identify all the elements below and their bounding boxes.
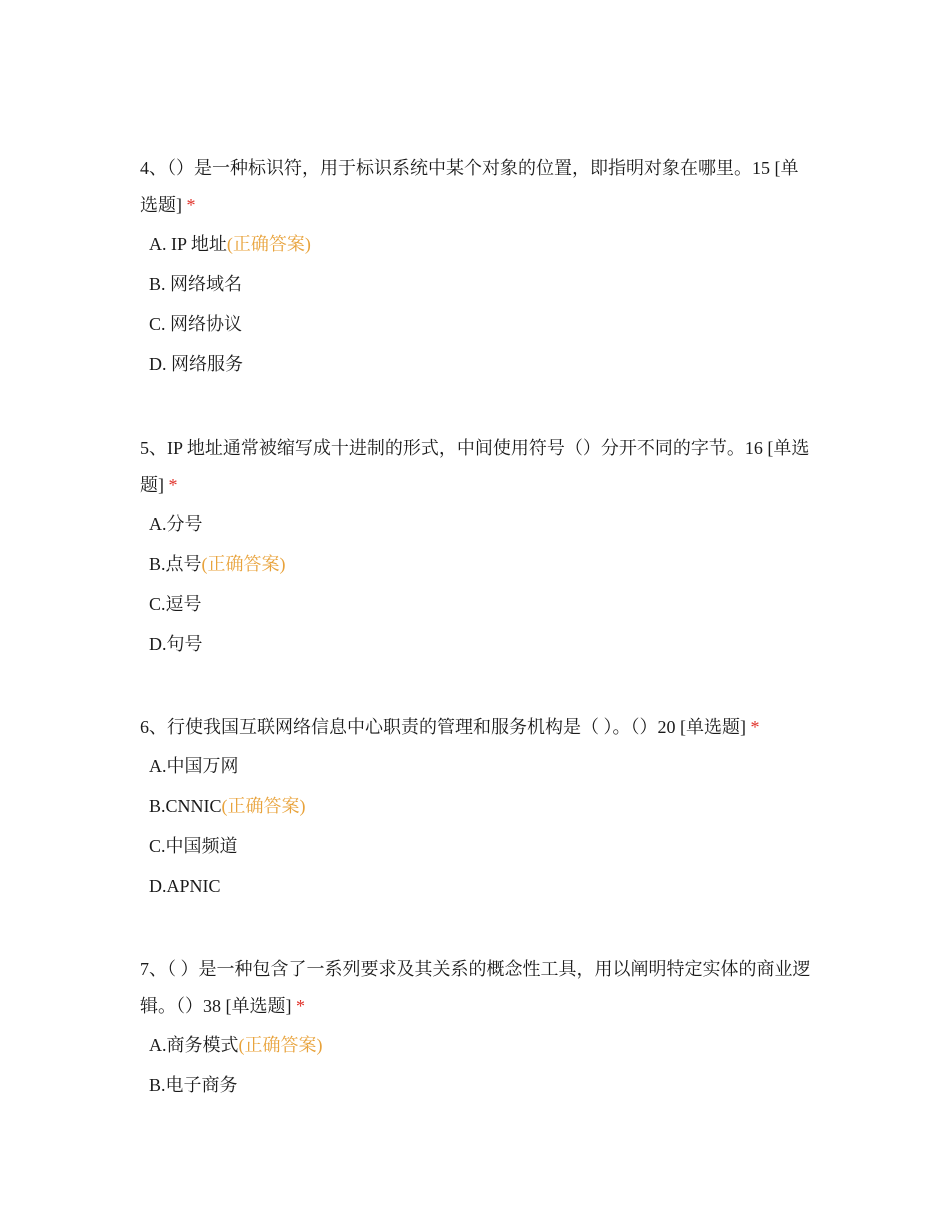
option-d[interactable]: [149, 874, 812, 898]
question-7: [140, 951, 812, 1113]
question-title: [140, 150, 812, 224]
question-text: 4、（）是一种标识符，用于标识系统中某个对象的位置，即指明对象在哪里。15 [单选题]: [140, 158, 799, 215]
required-marker: *: [168, 475, 178, 495]
option-c[interactable]: [149, 834, 812, 858]
option-a[interactable]: [149, 512, 812, 536]
question-text: 7、（ ）是一种包含了一系列要求及其关系的概念性工具，用以阐明特定实体的商业逻辑。（）38 [单选题]: [140, 959, 811, 1016]
option-label: D. 网络服务: [149, 354, 243, 374]
question-text: 5、IP 地址通常被缩写成十进制的形式，中间使用符号（）分开不同的字节。16 [单选题]: [140, 438, 810, 495]
question-title: [140, 951, 812, 1025]
option-label: B.电子商务: [149, 1075, 238, 1095]
option-label: C. 网络协议: [149, 314, 243, 334]
option-label: A.分号: [149, 514, 203, 534]
option-label: B. 网络域名: [149, 274, 243, 294]
option-label: D.句号: [149, 634, 203, 654]
correct-answer-tag: (正确答案): [201, 554, 286, 574]
option-label: A.中国万网: [149, 756, 239, 776]
option-b[interactable]: [149, 272, 812, 296]
correct-answer-tag: (正确答案): [226, 234, 311, 254]
option-label: C.逗号: [149, 594, 202, 614]
option-label: A. IP 地址: [149, 234, 227, 254]
question-title: [140, 430, 812, 504]
correct-answer-tag: (正确答案): [221, 796, 306, 816]
required-marker: *: [186, 195, 196, 215]
question-title: [140, 709, 812, 746]
option-a[interactable]: [149, 1033, 812, 1057]
option-label: C.中国频道: [149, 836, 238, 856]
required-marker: *: [750, 717, 760, 737]
question-text: 6、行使我国互联网络信息中心职责的管理和服务机构是（ ）。（）20 [单选题]: [140, 717, 746, 737]
option-a[interactable]: [149, 232, 812, 256]
option-b[interactable]: [149, 552, 812, 576]
option-c[interactable]: [149, 592, 812, 616]
option-label: A.商务模式: [149, 1035, 239, 1055]
option-b[interactable]: [149, 794, 812, 818]
required-marker: *: [296, 996, 305, 1016]
question-6: [140, 709, 812, 914]
option-a[interactable]: [149, 754, 812, 778]
correct-answer-tag: (正确答案): [238, 1035, 323, 1055]
option-list: [140, 512, 812, 656]
question-4: [140, 150, 812, 392]
option-label: B.CNNIC: [149, 796, 222, 816]
option-label: D.APNIC: [149, 876, 221, 896]
question-5: [140, 430, 812, 672]
option-label: B.点号: [149, 554, 202, 574]
option-c[interactable]: [149, 312, 812, 336]
option-list: [140, 232, 812, 376]
option-b[interactable]: [149, 1073, 812, 1097]
option-list: [140, 754, 812, 898]
option-d[interactable]: [149, 352, 812, 376]
option-d[interactable]: [149, 632, 812, 656]
option-list: [140, 1033, 812, 1097]
